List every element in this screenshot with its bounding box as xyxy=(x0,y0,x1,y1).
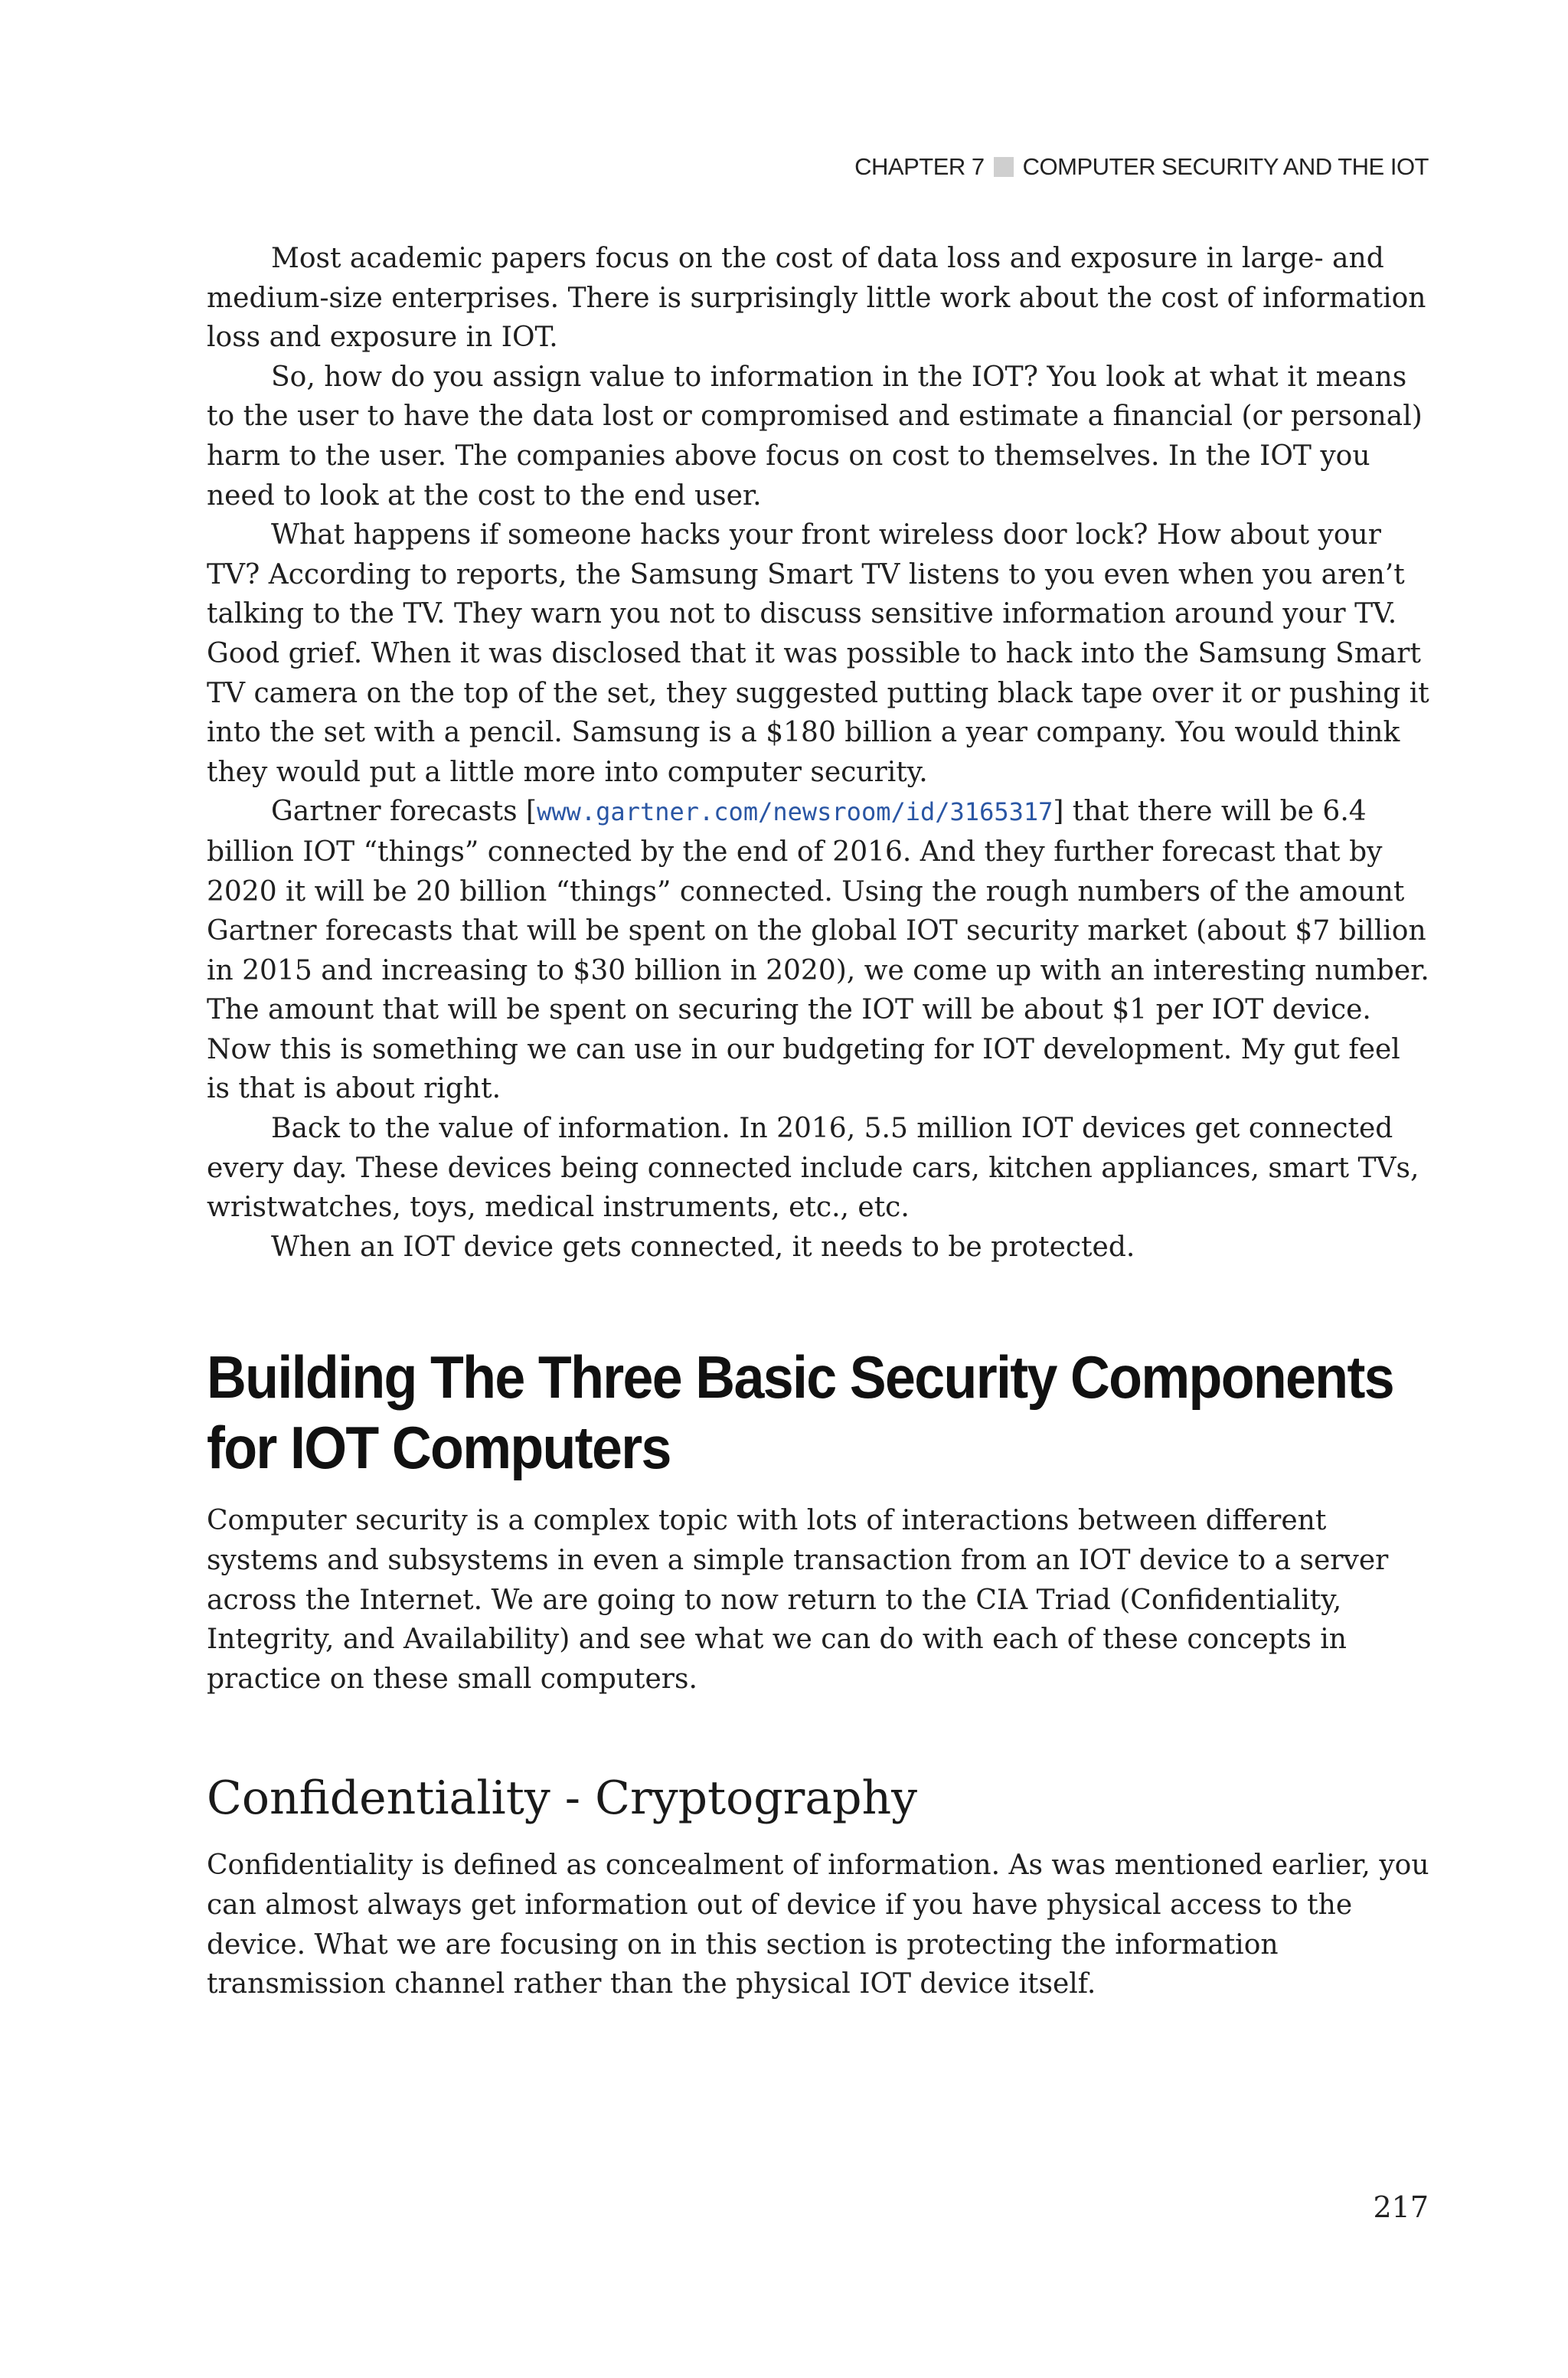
running-header xyxy=(854,153,1429,181)
page-number: 217 xyxy=(1373,2190,1429,2224)
section-paragraph: Computer security is a complex topic with lots of interactions between different systems and subsystems in even a simple transaction from an IOT device to a server across the Internet. We are going to now return to the CIA Triad (Confidentiality, Integrity, and Availability) and see what we can do with each of these concepts in practice on these small computers. xyxy=(207,1505,1389,1695)
gartner-text-after: ] that there will be 6.4 billion IOT “things” connected by the end of 2016. And they further forecast that by 2020 it will be 20 billion “things” connected. Using the rough numbers of the amount Gartner forecasts that will be spent on the global IOT security market (about $7 billion in 2015 and increasing to $30 billion in 2020), we come up with an interesting number. The amount that will be spent on securing the IOT will be about $1 per IOT device. Now this is something we can use in our budgeting for IOT development. My gut feel is that is about right. xyxy=(207,796,1429,1105)
body-paragraph: Most academic papers focus on the cost of data loss and exposure in large- and medium-size enterprises. There is surprisingly little work about the cost of information loss and exposure in IOT. xyxy=(207,243,1426,354)
body-paragraph: Back to the value of information. In 2016, 5.5 million IOT devices get connected every day. These devices being connected include cars, kitchen appliances, smart TVs, wristwatches, toys, medical instruments, etc., etc. xyxy=(207,1113,1419,1224)
gartner-paragraph xyxy=(207,792,1432,1109)
page-body xyxy=(207,239,1432,2004)
section-heading: Building The Three Basic Security Components for IOT Computers xyxy=(207,1343,1393,1482)
body-paragraph: When an IOT device gets connected, it needs to be protected. xyxy=(271,1231,1135,1263)
subsection-paragraph: Confidentiality is defined as concealment of information. As was mentioned earlier, you can almost always get information out of device if you have physical access to the device. What we are focusing on in this section is protecting the information transmission channel rather than the physical IOT device itself. xyxy=(207,1850,1429,2000)
chapter-title: COMPUTER SECURITY AND THE IOT xyxy=(1022,153,1429,180)
body-paragraph: So, how do you assign value to information in the IOT? You look at what it means to the user to have the data lost or compromised and estimate a financial (or personal) harm to the user. The companies above focus on cost to themselves. In the IOT you need to look at the cost to the end user. xyxy=(207,361,1423,512)
body-paragraph: What happens if someone hacks your front wireless door lock? How about your TV? According to reports, the Samsung Smart TV listens to you even when you aren’t talking to the TV. They warn you not to discuss sensitive information around your TV. Good grief. When it was disclosed that it was possible to hack into the Samsung Smart TV camera on the top of the set, they suggested putting black tape over it or pushing it into the set with a pencil. Samsung is a $180 billion a year company. You would think they would put a little more into computer security. xyxy=(207,519,1429,788)
subsection-heading: Confidentiality - Cryptography xyxy=(207,1771,918,1826)
chapter-label: CHAPTER 7 xyxy=(854,153,985,180)
header-separator-square xyxy=(994,157,1014,177)
gartner-text-before: Gartner forecasts [ xyxy=(271,796,537,828)
gartner-url-link[interactable]: www.gartner.com/newsroom/id/3165317 xyxy=(537,797,1054,827)
